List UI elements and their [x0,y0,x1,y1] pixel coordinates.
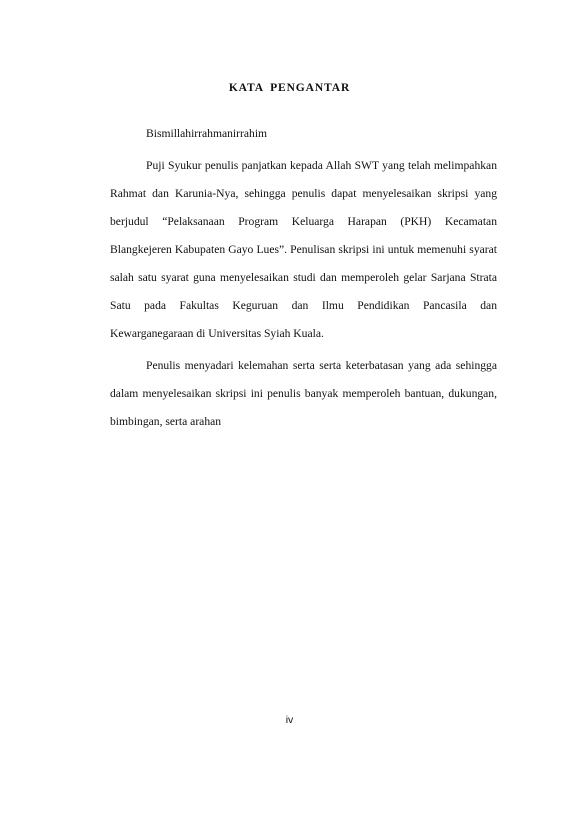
page-title: KATA PENGANTAR [228,82,351,94]
paragraph-1: Puji Syukur penulis panjatkan kepada Allah SWT yang telah melimpahkan Rahmat dan Karunia-Nya, sehingga penulis dapat menyelesaikan skripsi yang berjudul “Pelaksanaan Program Keluarga Harapan (PKH) Kecamatan Blangkejeren Kabupaten Gayo Lues”. Penulisan skripsi ini untuk memenuhi syarat salah satu syarat guna menyelesaikan studi dan memperoleh gelar Sarjana Strata Satu pada Fakultas Keguruan dan Ilmu Pendidikan Pancasila dan Kewarganegaraan di Universitas Syiah Kuala. [110,159,497,340]
page-number: iv [285,714,294,726]
document-body [110,120,497,440]
opening-line: Bismillahirrahmanirrahim [146,127,268,140]
paragraph-2: Penulis menyadari kelemahan serta serta keterbatasan yang ada sehingga dalam menyelesaikan skripsi ini penulis banyak memperoleh bantuan, dukungan, bimbingan, serta arahan [110,359,497,428]
